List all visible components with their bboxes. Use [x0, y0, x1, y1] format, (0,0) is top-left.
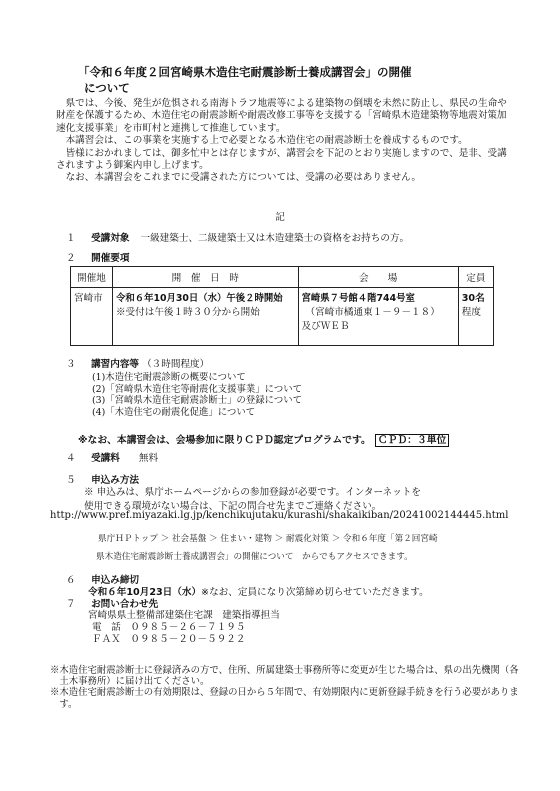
- venue-address: （宮崎市橘通東１－９－１８）: [305, 307, 440, 318]
- application-line: ※ 申込みは、県庁ホームページからの参加登録が必要です。インターネットを: [84, 487, 422, 498]
- navigation-line: 県庁ＨＰトップ ＞ 社会基盤 ＞ 住まい・建物 ＞ 耐震化対策 ＞ 令和６年度「第２回宮崎: [98, 534, 438, 544]
- cpd-text: ※なお、本講習会は、会場参加に限りＣＰＤ認定プログラムです。: [78, 435, 371, 446]
- reception-note: ※受付は午後１時３０分から開始: [115, 307, 260, 318]
- footer-notes: [50, 665, 520, 710]
- venue-name: 宮崎県７号館４階744号室: [301, 293, 415, 304]
- content-list: [92, 372, 302, 418]
- section-target: [66, 232, 409, 245]
- table-cell-place: 宮崎市: [71, 288, 113, 346]
- section-label: 受講対象: [91, 233, 130, 244]
- schedule-table: [70, 266, 494, 346]
- capacity-unit: 程度: [461, 307, 481, 318]
- event-datetime: 令和６年10月30日（水）午後２時開始: [115, 293, 283, 304]
- deadline-date: 令和６年10月23日（水）: [88, 587, 202, 598]
- footer-note: ※木造住宅耐震診断士の有効期限は、登録の日から５年間で、有効期限内に更新登録手続きを行う必要があります。: [50, 687, 519, 710]
- section-label: お問い合わせ先: [91, 599, 159, 610]
- section-hours: （３時間程度）: [142, 359, 210, 370]
- table-header: 定員: [458, 267, 493, 288]
- table-header-row: [71, 267, 494, 288]
- section-number: ４: [66, 453, 76, 464]
- list-item: (4)「木造住宅の耐震化促進」について: [92, 406, 256, 418]
- table-header: 開 催 日 時: [112, 267, 298, 288]
- intro-paragraph: 皆様におかれましては、御多忙中とは存じますが、講習会を下記のとおり実施しますので、是非、受講されますよう御案内申し上げます。: [56, 147, 507, 172]
- intro-paragraph: なお、本講習会をこれまでに受講された方については、受講の必要はありません。: [65, 172, 421, 184]
- section-number: ５: [66, 475, 76, 486]
- ki-heading: 記: [275, 212, 285, 223]
- section-label: 申込み締切: [91, 575, 140, 586]
- intro-paragraph: 県では、今後、発生が危惧される南海トラフ地震等による建築物の倒壊を未然に防止し、県民の生命や財産を保護するため、木造住宅の耐震診断や耐震改修工事等を支援する「宮崎県木造建築物等地震対策加速化支援事業」を市町村と連携して推進しています。: [56, 98, 507, 134]
- venue-web: 及びＷＥＢ: [301, 321, 350, 332]
- section-number: ２: [66, 253, 76, 264]
- cpd-notice: [78, 432, 449, 446]
- navigation-path: [98, 530, 518, 566]
- footer-note: ※木造住宅耐震診断士に登録済みの方で、住所、所属建築士事務所等に変更が生じた場合は、県の出先機関（各土木事務所）に届け出てください。: [50, 665, 519, 688]
- section-fee: [66, 452, 158, 465]
- section-label: 講習内容等: [91, 359, 140, 370]
- document-title: [78, 64, 412, 96]
- intro-paragraph: 本講習会は、この事業を実施する上で必要となる木造住宅の耐震診断士を養成するものです。: [65, 135, 468, 147]
- list-item: (1)木造住宅耐震診断の概要について: [92, 372, 246, 383]
- section-label: 開催要項: [91, 253, 130, 264]
- list-item: (2)「宮崎県木造住宅等耐震化支援事業」について: [92, 383, 302, 395]
- section-schedule: [66, 252, 129, 265]
- section-number: ３: [66, 359, 76, 370]
- table-cell-venue: [298, 288, 458, 346]
- deadline-note: ※なお、定員になり次第締め切らせていただきます。: [201, 587, 429, 598]
- section-text: 無料: [138, 453, 159, 464]
- contact-department: 宮崎県県土整備部建築住宅課 建築指導担当: [88, 610, 280, 621]
- application-line: 使用できる環境がない場合は、下記の問合せ先までご連絡ください。: [84, 501, 382, 512]
- section-label: 受講料: [91, 453, 120, 464]
- contact-phone: 電 話 ０９８５－２６－７１９５: [92, 622, 246, 633]
- application-url-link[interactable]: http://www.pref.miyazaki.lg.jp/kenchikujutaku/kurashi/shakaikiban/20241002144445.html: [50, 510, 509, 521]
- section-label: 申込み方法: [91, 475, 140, 486]
- capacity-value: 30名: [461, 293, 485, 304]
- contact-fax: ＦＡＸ ０９８５－２０－５９２２: [92, 634, 246, 645]
- table-header: 会 場: [298, 267, 458, 288]
- table-cell-datetime: [112, 288, 298, 346]
- contact-info: [88, 610, 280, 646]
- section-number: ６: [66, 575, 76, 586]
- list-item: (3)「宮崎県木造住宅耐震診断士」の登録について: [92, 395, 302, 406]
- table-row: [71, 288, 494, 346]
- navigation-line: 県木造住宅耐震診断士養成講習会」の開催について からでもアクセスできます。: [96, 552, 413, 562]
- cpd-credit-box: ＣＰＤ：３単位: [375, 434, 450, 447]
- table-cell-capacity: [458, 288, 493, 346]
- title-line-2: について: [84, 81, 130, 95]
- intro-text: [56, 98, 508, 185]
- section-number: ７: [66, 599, 76, 610]
- section-number: １: [66, 233, 76, 244]
- title-line-1: 「令和６年度２回宮崎県木造住宅耐震診断士養成講習会」の開催: [78, 65, 412, 79]
- section-text: 一級建築士、二級建築士又は木造建築士の資格をお持ちの方。: [140, 233, 410, 244]
- section-content: [66, 358, 209, 371]
- table-header: 開催地: [71, 267, 113, 288]
